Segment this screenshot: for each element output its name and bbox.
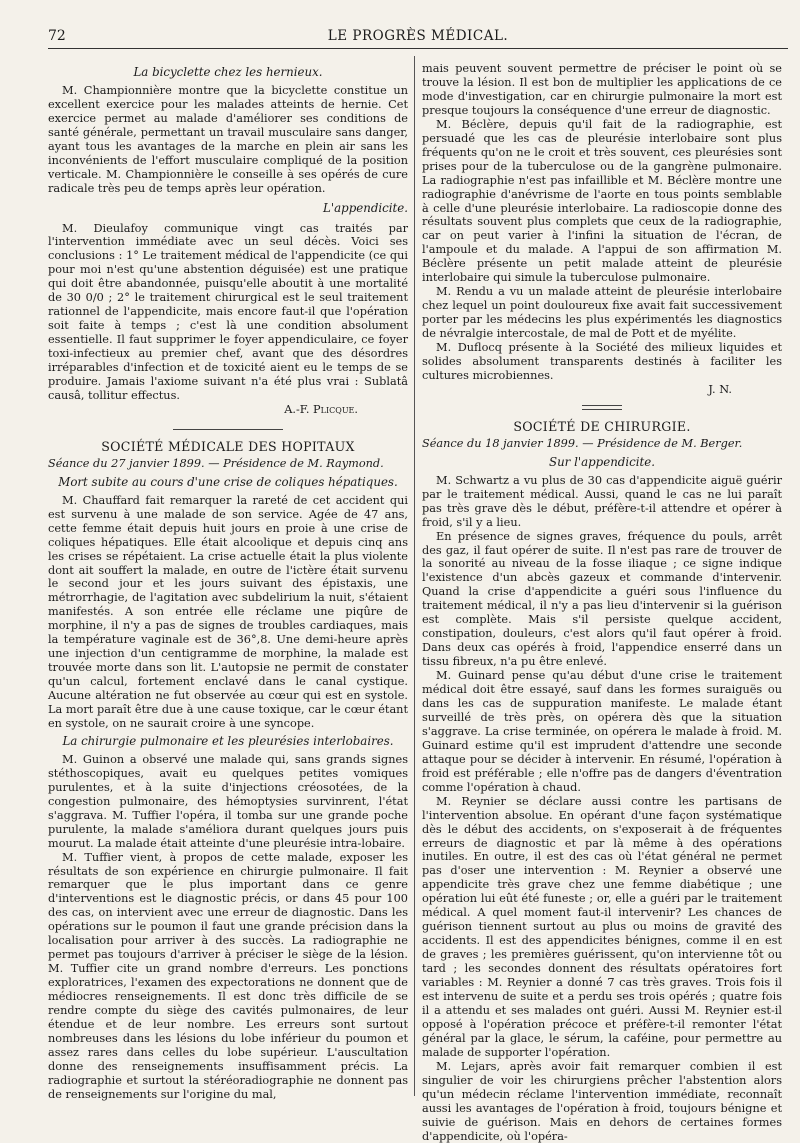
right-column — [422, 62, 782, 1143]
paragraph-dieulafoy: M. Dieulafoy communique vingt cas traités par l'intervention immédiate avec un seul décès. Voici ses conclusions : 1° Le traitement médical de l'appendicite (ce qui pour moi n'est qu'une abstention déguisée) est une pratique qui doit être abandonnée, puisqu'elle aboutit à une mortalité de 30 0/0 ; 2° le traitement chirurgical est le seul traitement rationnel de l'appendicite, mais encore faut-il que l'opération soit faite à temps ; c'est là une condition absolument essentielle. Il faut supprimer le foyer appendiculaire, ce foyer toxi-infectieux au premier chef, avant que des désordres irréparables d'infection et de toxicité aient eu le temps de se produire. Jamais l'axiome suivant n'a été plus vrai : Sublatâ causâ, tollitur effectus. — [48, 221, 408, 402]
paragraph-guinard: M. Guinard pense qu'au début d'une crise le traitement médical doit être essayé, sauf dans les formes suraiguës ou dans les cas de suppuration manifeste. Le malade étant surveillé de très près, on opérera dès que la situation s'aggrave. La crise terminée, on opérera le malade à froid. M. Guinard estime qu'il est imprudent d'attendre une seconde attaque pour se décider à intervenir. En résumé, l'opération à froid est préférable ; elle n'offre pas de dangers d'éventration comme l'opération à chaud. — [422, 669, 782, 794]
section-title-chirurgie-pulmonaire: La chirurgie pulmonaire et les pleurésies interlobaires. — [62, 733, 394, 748]
journal-title: LE PROGRÈS MÉDICAL. — [327, 28, 509, 44]
paragraph-rendu: M. Rendu a vu un malade atteint de pleurésie interlobaire chez lequel un point douloureux fixe avait fait successivement porter par les médecins les plus expérimentés les diagnostics de névralgie intercostale, de mal de Pott et de myélite. — [422, 285, 782, 341]
paragraph-chauffard: M. Chauffard fait remarquer la rareté de cet accident qui est survenu à une malade de son service. Agée de 47 ans, cette femme était depuis huit jours en proie à une crise de coliques hépatiques. Elle était alcoolique et depuis cinq ans les crises se répétaient. La crise actuelle était la plus violente dont ait souffert la malade, en outre de l'ictère était survenu le second jour et les jours suivant des épistaxis, une métrorrhagie, de l'agitation avec subdelirium la nuit, s'étaient manifestés. A son entrée elle réclame une piqûre de morphine, il n'y a pas de signes de troubles cardiaques, mais la température vaginale est de 36°,8. Une demi-heure après une injection d'un centigramme de morphine, la malade est trouvée morte dans son lit. L'autopsie ne permit de constater qu'un calcul, fortement enclavé dans le canal cystique. Aucune altération ne fut observée au cœur qui est en systole. La mort paraît être due à une cause toxique, car le cœur étant en systole, on ne saurait croire à une syncope. — [48, 493, 408, 730]
paragraph-tuffier: M. Tuffier vient, à propos de cette malade, exposer les résultats de son expérience en chirurgie pulmonaire. Il fait remarquer que le plus important dans ce genre d'interventions est le diagnostic précis, or dans 45 pour 100 des cas, on intervient avec une erreur de diagnostic. Dans les opérations sur le poumon il faut une grande précision dans la localisation pour arriver à des succès. La radiographie ne permet pas toujours d'arriver à préciser le siège de la lésion. M. Tuffier cite un grand nombre d'erreurs. Les ponctions exploratrices, l'examen des expectorations ne donnent que de médiocres renseignements. Il est donc très difficile de se rendre compte du siège des cavités pulmonaires, de leur étendue et de leur nombre. Les erreurs sont surtout nombreuses dans les lésions du lobe inférieur du poumon et assez rares dans celles du lobe supérieur. L'auscultation donne des renseignements insuffisamment précis. La radiographie et surtout la stéréoradiographie ne donnent pas de renseignements sur l'origine du mal, — [48, 850, 408, 1101]
author-signature-plicque: A.-F. Plicque. — [284, 402, 358, 416]
paragraph-continuation: mais peuvent souvent permettre de préciser le point où se trouve la lésion. Il est bon de multiplier les applications de ce mode d'investigation, car en chirurgie pulmonaire la mort est presque toujours la conséquence d'une erreur de diagnostic. — [422, 62, 782, 117]
section-title-appendicite: L'appendicite. — [323, 200, 408, 215]
page-number: 72 — [48, 28, 66, 44]
paragraph-championniere: M. Championnière montre que la bicyclette constitue un excellent exercice pour les malades atteints de hernie. Cet exercice permet au malade d'améliorer ses conditions de santé générale, permettant un travail musculaire sans danger, ayant tous les avantages de la marche en plein air sans les inconvénients de l'effort musculaire compliqué de la position verticale. M. Championnière le conseille à ses opérés de cure radicale très peu de temps après leur opération. — [48, 83, 408, 195]
page-header — [48, 28, 788, 49]
section-title-bicyclette: La bicyclette chez les hernieux. — [133, 65, 323, 79]
author-signature-jn: J. N. — [708, 382, 732, 396]
society-heading-hopitaux: SOCIÉTÉ MÉDICALE DES HOPITAUX — [101, 438, 355, 454]
section-rule — [173, 429, 283, 430]
paragraph-beclere: M. Béclère, depuis qu'il fait de la radiographie, est persuadé que les cas de pleurésie interlobaire sont plus fréquents qu'on ne le croit et très souvent, ces pleurésies sont prises pour de la tuberculose ou de la gangrène pulmonaire. La radiographie n'est pas infaillible et M. Béclère montre une radiographie d'anévrisme de l'aorte en tous points semblable à celle d'une pleurésie interlobaire. La radioscopie donne des résultats souvent plus complets que ceux de la radiographie, car on peut varier à l'infini la situation de l'écran, de l'ampoule et du malade. A l'appui de son affirmation M. Béclère présente un petit malade atteint de pleurésie interlobaire qui simule la tuberculose pulmonaire. — [422, 117, 782, 285]
section-title-sur-appendicite: Sur l'appendicite. — [549, 454, 655, 469]
paragraph-duflocq: M. Duflocq présente à la Société des milieux liquides et solides absolument transparents destinés à faciliter les cultures microbiennes. — [422, 341, 782, 382]
paragraph-reynier: M. Reynier se déclare aussi contre les partisans de l'intervention absolue. En opérant d'une façon systématique dès le début des accidents, on s'exposerait à de fréquentes erreurs de diagnostic et par là même à des opérations inutiles. En outre, il est des cas où l'état général ne permet pas d'oser une intervention : M. Reynier a observé une appendicite très grave chez une femme diabétique ; une opération lui eût été funeste ; or, elle a guéri par le traitement médical. A quel moment faut-il intervenir? Les chances de guérison tiennent surtout au plus ou moins de gravité des accidents. Il est des appendicites bénignes, comme il en est de graves ; les premières guérissent, qu'on intervienne tôt ou tard ; les secondes donnent des résultats opératoires fort variables : M. Reynier a donné 7 cas très graves. Trois fois il est intervenu de suite et a perdu ses trois opérés ; quatre fois il a attendu et ses malades ont guéri. Aussi M. Reynier est-il opposé à l'opération précoce et préfère-t-il remonter l'état général par la glace, le sérum, la caféine, pour permettre au malade de supporter l'opération. — [422, 794, 782, 1059]
paragraph-schwartz: M. Schwartz a vu plus de 30 cas d'appendicite aiguë guérir par le traitement médical. Aussi, quand le cas ne lui paraît pas très grave dès le début, préfère-t-il attendre et opérer à froid, s'il y a lieu. — [422, 473, 782, 529]
column-divider — [414, 56, 415, 1096]
left-column — [48, 62, 408, 1102]
section-double-rule — [582, 405, 622, 410]
section-title-mort-subite: Mort subite au cours d'une crise de coliques hépatiques. — [58, 474, 398, 489]
paragraph-signes-graves: En présence de signes graves, fréquence du pouls, arrêt des gaz, il faut opérer de suite. Il n'est pas rare de trouver de la sonorité au niveau de la fosse iliaque ; ce signe indique l'existence d'un abcès gazeux et commande d'intervenir. Quand la crise d'appendicite a guéri sous l'influence du traitement médical, il n'y a pas lieu d'intervenir si la guérison est complète. Mais s'il persiste quelque accident, constipation, douleurs, c'est alors qu'il faut opérer à froid. Dans deux cas opérés à froid, l'appendice enserré dans un tissu fibreux, n'a pu être enlevé. — [422, 529, 782, 669]
paragraph-guinon: M. Guinon a observé une malade qui, sans grands signes stéthoscopiques, avait eu quelques petites vomiques purulentes, et à la suite d'injections créosotées, de la congestion pulmonaire, des hémoptysies survinrent, l'état s'aggrava. M. Tuffier l'opéra, il tomba sur une grande poche purulente, la malade s'améliora durant quelques jours puis mourut. La malade était atteinte d'une pleurésie intra-lobaire. — [48, 752, 408, 850]
paragraph-lejars: M. Lejars, après avoir fait remarquer combien il est singulier de voir les chirurgiens prêcher l'abstention alors qu'un médecin réclame l'intervention immédiate, reconnaît aussi les avantages de l'opération à froid, toujours bénigne et suivie de guérison. Mais en dehors de certaines formes d'appendicite, où l'opéra- — [422, 1059, 782, 1143]
session-line-hopitaux: Séance du 27 janvier 1899. — Présidence de M. Raymond. — [48, 456, 384, 470]
session-line-chirurgie: Séance du 18 janvier 1899. — Présidence de M. Berger. — [422, 436, 743, 450]
society-heading-chirurgie: SOCIÉTÉ DE CHIRURGIE. — [513, 418, 691, 434]
